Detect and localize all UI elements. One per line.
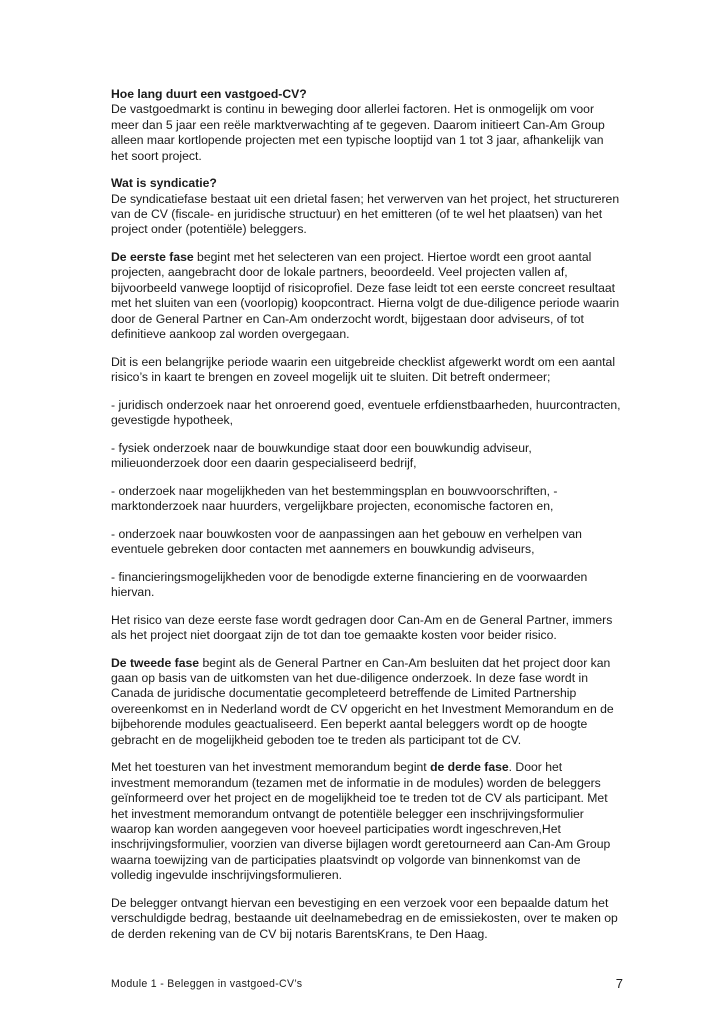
checklist-item: - fysiek onderzoek naar de bouwkundige staat door een bouwkundig adviseur, milieuonderzoek door een daarin gespecialiseerd bedrijf, (111, 440, 532, 471)
phase2-body: begint als de General Partner en Can-Am besluiten dat het project door kan gaan op basis van de uitkomsten van het due-diligence onderzoek. In deze fase wordt in Canada de juridische documentatie gecompleteerd betreffende de Limited Partnership overeenkomst en in Nederland wordt de CV opgericht en het Investment Memorandum en de bijbehorende modules geactualiseerd. Een beperkt aantal beleggers wordt op de hoogte gebracht en de mogelijkheid geboden toe te treden als participant tot de CV. (111, 655, 614, 747)
paragraph-duration: De vastgoedmarkt is continu in beweging door allerlei factoren. Het is onmogelijk om voor meer dan 5 jaar een reële marktverwachting af te gegeven. Daarom initieert Can-Am Group alleen maar kortlopende projecten met een typische looptijd van 1 tot 3 jaar, afhankelijk van het soort project. (111, 102, 605, 163)
heading-syndication: Wat is syndicatie? (111, 176, 217, 191)
paragraph-checklist-intro: Dit is een belangrijke periode waarin een uitgebreide checklist afgewerkt wordt om een aantal risico’s in kaart te brengen en zoveel mogelijk uit te sluiten. Dit betreft ondermeer; (111, 354, 616, 385)
phase1-lead: De eerste fase (111, 250, 194, 265)
section-duration (111, 87, 623, 164)
section-syndication (111, 176, 623, 238)
document-body (111, 87, 623, 954)
checklist-item: - onderzoek naar bouwkosten voor de aanpassingen aan het gebouw en verhelpen van eventuele gebreken door contacten met aannemers en bouwkundig adviseurs, (111, 526, 582, 557)
paragraph-phase1 (111, 250, 623, 342)
checklist-item: - financieringsmogelijkheden voor de benodigde externe financiering en de voorwaarden hiervan. (111, 569, 588, 600)
page-number: 7 (615, 976, 623, 991)
paragraph-risk: Het risico van deze eerste fase wordt gedragen door Can-Am en de General Partner, immers als het project niet doorgaat zijn de tot dan toe gemaakte kosten voor beider risico. (111, 612, 613, 643)
phase1-body: begint met het selecteren van een project. Hiertoe wordt een groot aantal projecten, aangebracht door de lokale partners, beoordeeld. Veel projecten vallen af, bijvoorbeeld vanwege looptijd of risicoprofiel. Deze fase leidt tot een eerste concreet resultaat met het sluiten van een (voorlopig) koopcontract. Hierna volgt de due-diligence periode waarin door de General Partner en Can-Am onderzocht wordt, bijgestaan door adviseurs, of tot definitieve aankoop zal worden overgegaan. (111, 250, 620, 342)
phase3-pre: Met het toesturen van het investment memorandum begint (111, 760, 431, 775)
heading-duration: Hoe lang duurt een vastgoed-CV? (111, 87, 307, 101)
phase3-body: . Door het investment memorandum (tezamen met de informatie in de modules) worden de beleggers geïnformeerd over het project en de mogelijkheid toe te treden tot de CV als participant. Met het investment memorandum ontvangt de potentiële belegger een inschrijvingsformulier waarop kan worden aangegeven voor hoeveel participaties wordt ingeschreven,Het inschrijvingsformulier, voorzien van diverse bijlagen wordt geretourneerd aan Can-Am Group waarna toewijzing van de participaties plaatsvindt op volgorde van binnenkomst van de volledig ingevulde inschrijvingsformulieren. (111, 760, 611, 883)
phase3-lead: de derde fase (430, 760, 509, 775)
paragraph-phase3 (111, 760, 623, 883)
paragraph-payment: De belegger ontvangt hiervan een bevestiging en een verzoek voor een bepaalde datum het verschuldigde bedrag, bestaande uit deelnamebedrag en de emissiekosten, over te maken op de derden rekening van de CV bij notaris BarentsKrans, te Den Haag. (111, 895, 618, 941)
page-footer (111, 976, 623, 992)
footer-module-title: Module 1 - Beleggen in vastgoed-CV’s (111, 978, 303, 990)
checklist-item: - onderzoek naar mogelijkheden van het bestemmingsplan en bouwvoorschriften, - marktonderzoek naar huurders, vergelijkbare projecten, economische factoren en, (111, 483, 558, 514)
phase2-lead: De tweede fase (111, 655, 200, 670)
paragraph-syndication: De syndicatiefase bestaat uit een drietal fasen; het verwerven van het project, het structureren van de CV (fiscale- en juridische structuur) en het emitteren (of te wel het plaatsen) van het project onder (potentiële) beleggers. (111, 191, 620, 237)
paragraph-phase2 (111, 656, 623, 748)
checklist-item: - juridisch onderzoek naar het onroerend goed, eventuele erfdienstbaarheden, huurcontracten, gevestigde hypotheek, (111, 397, 621, 428)
